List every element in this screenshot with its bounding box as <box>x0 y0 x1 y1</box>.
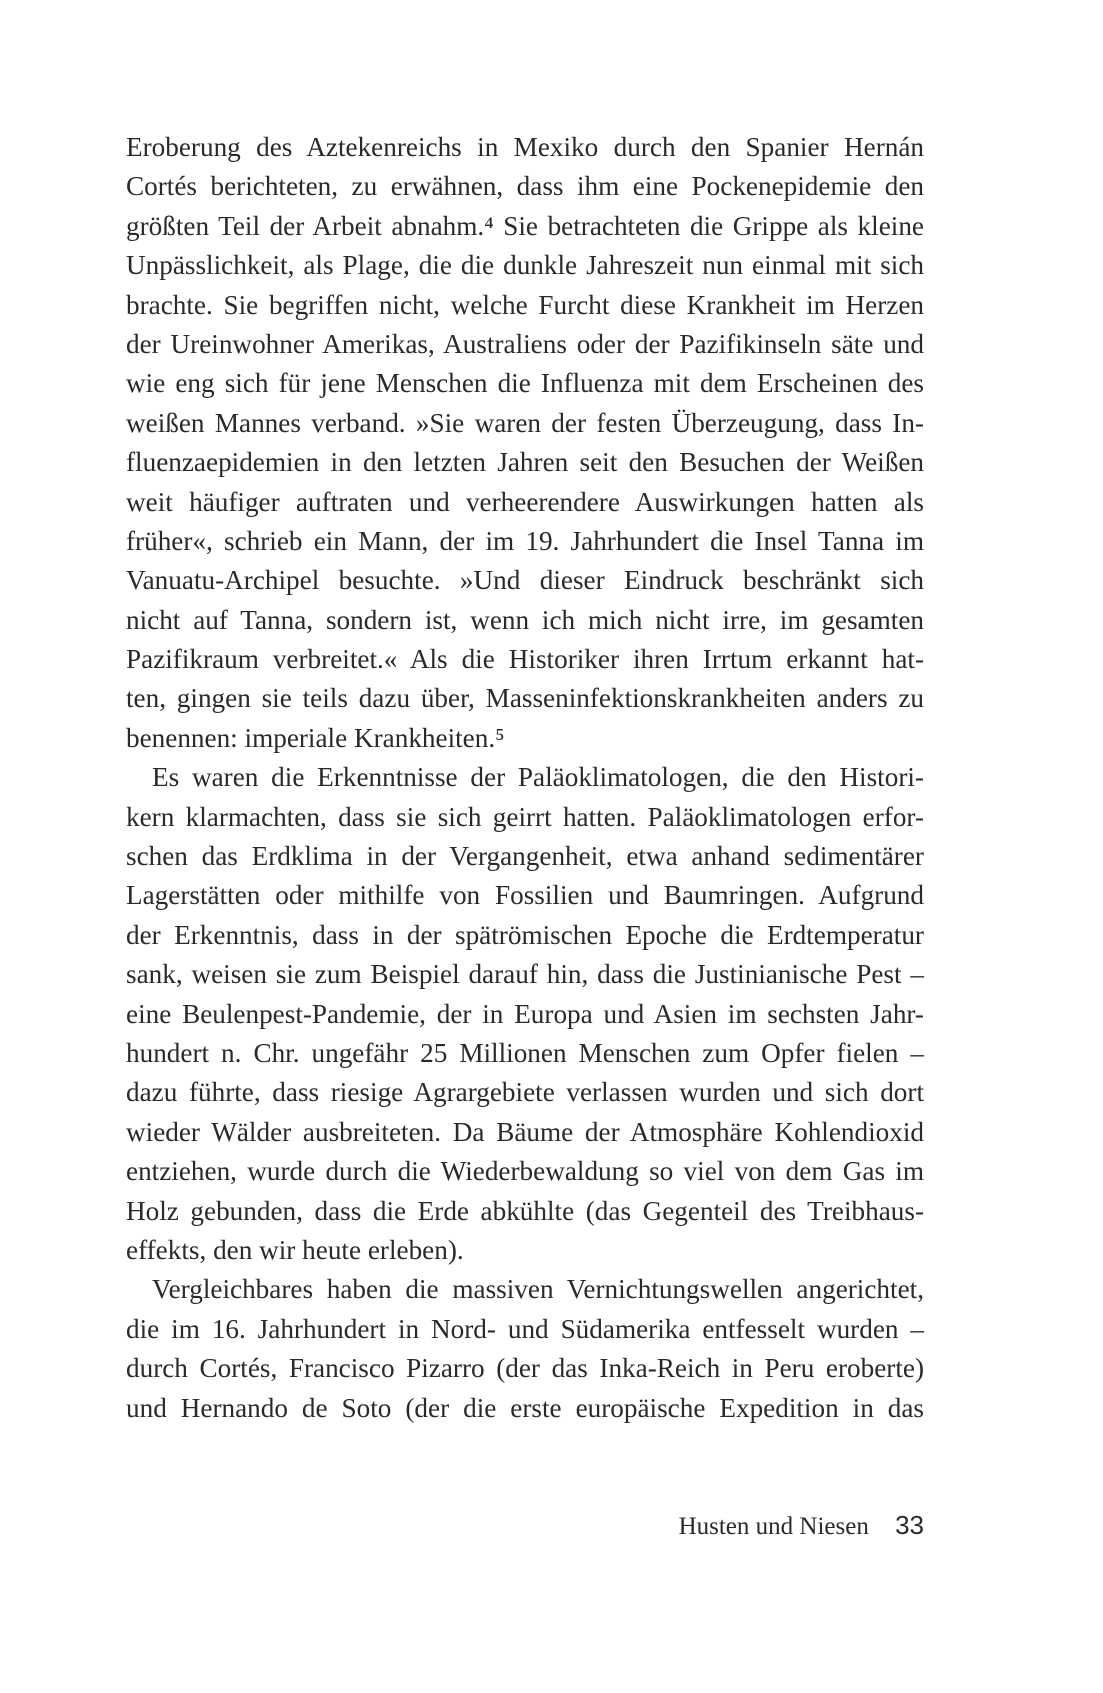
text-line: wieder Wälder ausbreiteten. Da Bäume der Atmosphäre Kohlendioxid <box>126 1116 924 1147</box>
text-line: größten Teil der Arbeit abnahm.⁴ Sie betrachteten die Grippe als kleine <box>126 210 924 241</box>
text-line: Unpässlichkeit, als Plage, die die dunkle Jahreszeit nun einmal mit sich <box>126 250 924 281</box>
text-line: Vanuatu-Archipel besuchte. »Und dieser Eindruck beschränkt sich <box>126 565 924 596</box>
text-line: entziehen, wurde durch die Wiederbewaldung so viel von dem Gas im <box>126 1156 924 1187</box>
page-footer <box>126 1510 924 1542</box>
text-line: fluenzaepidemien in den letzten Jahren seit den Besuchen der Weißen <box>126 447 924 478</box>
paragraph-3 <box>126 1270 924 1428</box>
text-line: Cortés berichteten, zu erwähnen, dass ihm eine Pockenepidemie den <box>126 171 924 202</box>
paragraph-1 <box>126 128 924 758</box>
page-number: 33 <box>895 1510 924 1540</box>
running-title: Husten und Niesen <box>678 1513 869 1540</box>
text-line: sank, weisen sie zum Beispiel darauf hin, dass die Justinianische Pest – <box>126 959 924 990</box>
text-line: nicht auf Tanna, sondern ist, wenn ich mich nicht irre, im gesamten <box>126 604 924 635</box>
text-line: brachte. Sie begriffen nicht, welche Furcht diese Krankheit im Herzen <box>126 289 924 320</box>
text-line: ten, gingen sie teils dazu über, Masseninfektionskrankheiten anders zu <box>126 683 924 714</box>
text-line: kern klarmachten, dass sie sich geirrt hatten. Paläoklimatologen erfor- <box>126 801 924 832</box>
text-line: wie eng sich für jene Menschen die Influenza mit dem Erscheinen des <box>126 368 924 399</box>
text-line: der Ureinwohner Amerikas, Australiens oder der Pazifikinseln säte und <box>126 328 924 359</box>
text-line: eine Beulenpest-Pandemie, der in Europa und Asien im sechsten Jahr- <box>126 998 924 1029</box>
text-line: dazu führte, dass riesige Agrargebiete verlassen wurden und sich dort <box>126 1077 924 1108</box>
text-line: und Hernando de Soto (der die erste europäische Expedition in das <box>126 1392 924 1423</box>
text-line: effekts, den wir heute erleben). <box>126 1234 464 1265</box>
text-line: Lagerstätten oder mithilfe von Fossilien und Baumringen. Aufgrund <box>126 880 924 911</box>
text-line: benennen: imperiale Krankheiten.⁵ <box>126 722 505 753</box>
text-line: hundert n. Chr. ungefähr 25 Millionen Menschen zum Opfer fielen – <box>126 1037 924 1068</box>
text-line: schen das Erdklima in der Vergangenheit, etwa anhand sedimentärer <box>126 841 924 872</box>
body-text <box>126 128 924 1428</box>
text-line: die im 16. Jahrhundert in Nord- und Südamerika entfesselt wurden – <box>126 1313 924 1344</box>
paragraph-2 <box>126 758 924 1270</box>
text-line: Holz gebunden, dass die Erde abkühlte (das Gegenteil des Treibhaus- <box>126 1195 924 1226</box>
text-line: der Erkenntnis, dass in der spätrömischen Epoche die Erdtemperatur <box>126 919 924 950</box>
text-line: Eroberung des Aztekenreichs in Mexiko durch den Spanier Hernán <box>126 132 924 162</box>
text-line: durch Cortés, Francisco Pizarro (der das Inka-Reich in Peru eroberte) <box>126 1353 924 1384</box>
text-line: früher«, schrieb ein Mann, der im 19. Jahrhundert die Insel Tanna im <box>126 525 924 556</box>
text-line: Pazifikraum verbreitet.« Als die Historiker ihren Irrtum erkannt hat- <box>126 644 924 675</box>
text-line: Vergleichbares haben die massiven Vernichtungswellen angerichtet, <box>152 1274 924 1305</box>
text-line: weit häufiger auftraten und verheerendere Auswirkungen hatten als <box>126 486 924 517</box>
text-line: Es waren die Erkenntnisse der Paläoklimatologen, die den Histori- <box>152 762 924 793</box>
text-line: weißen Mannes verband. »Sie waren der festen Überzeugung, dass In- <box>126 407 924 438</box>
